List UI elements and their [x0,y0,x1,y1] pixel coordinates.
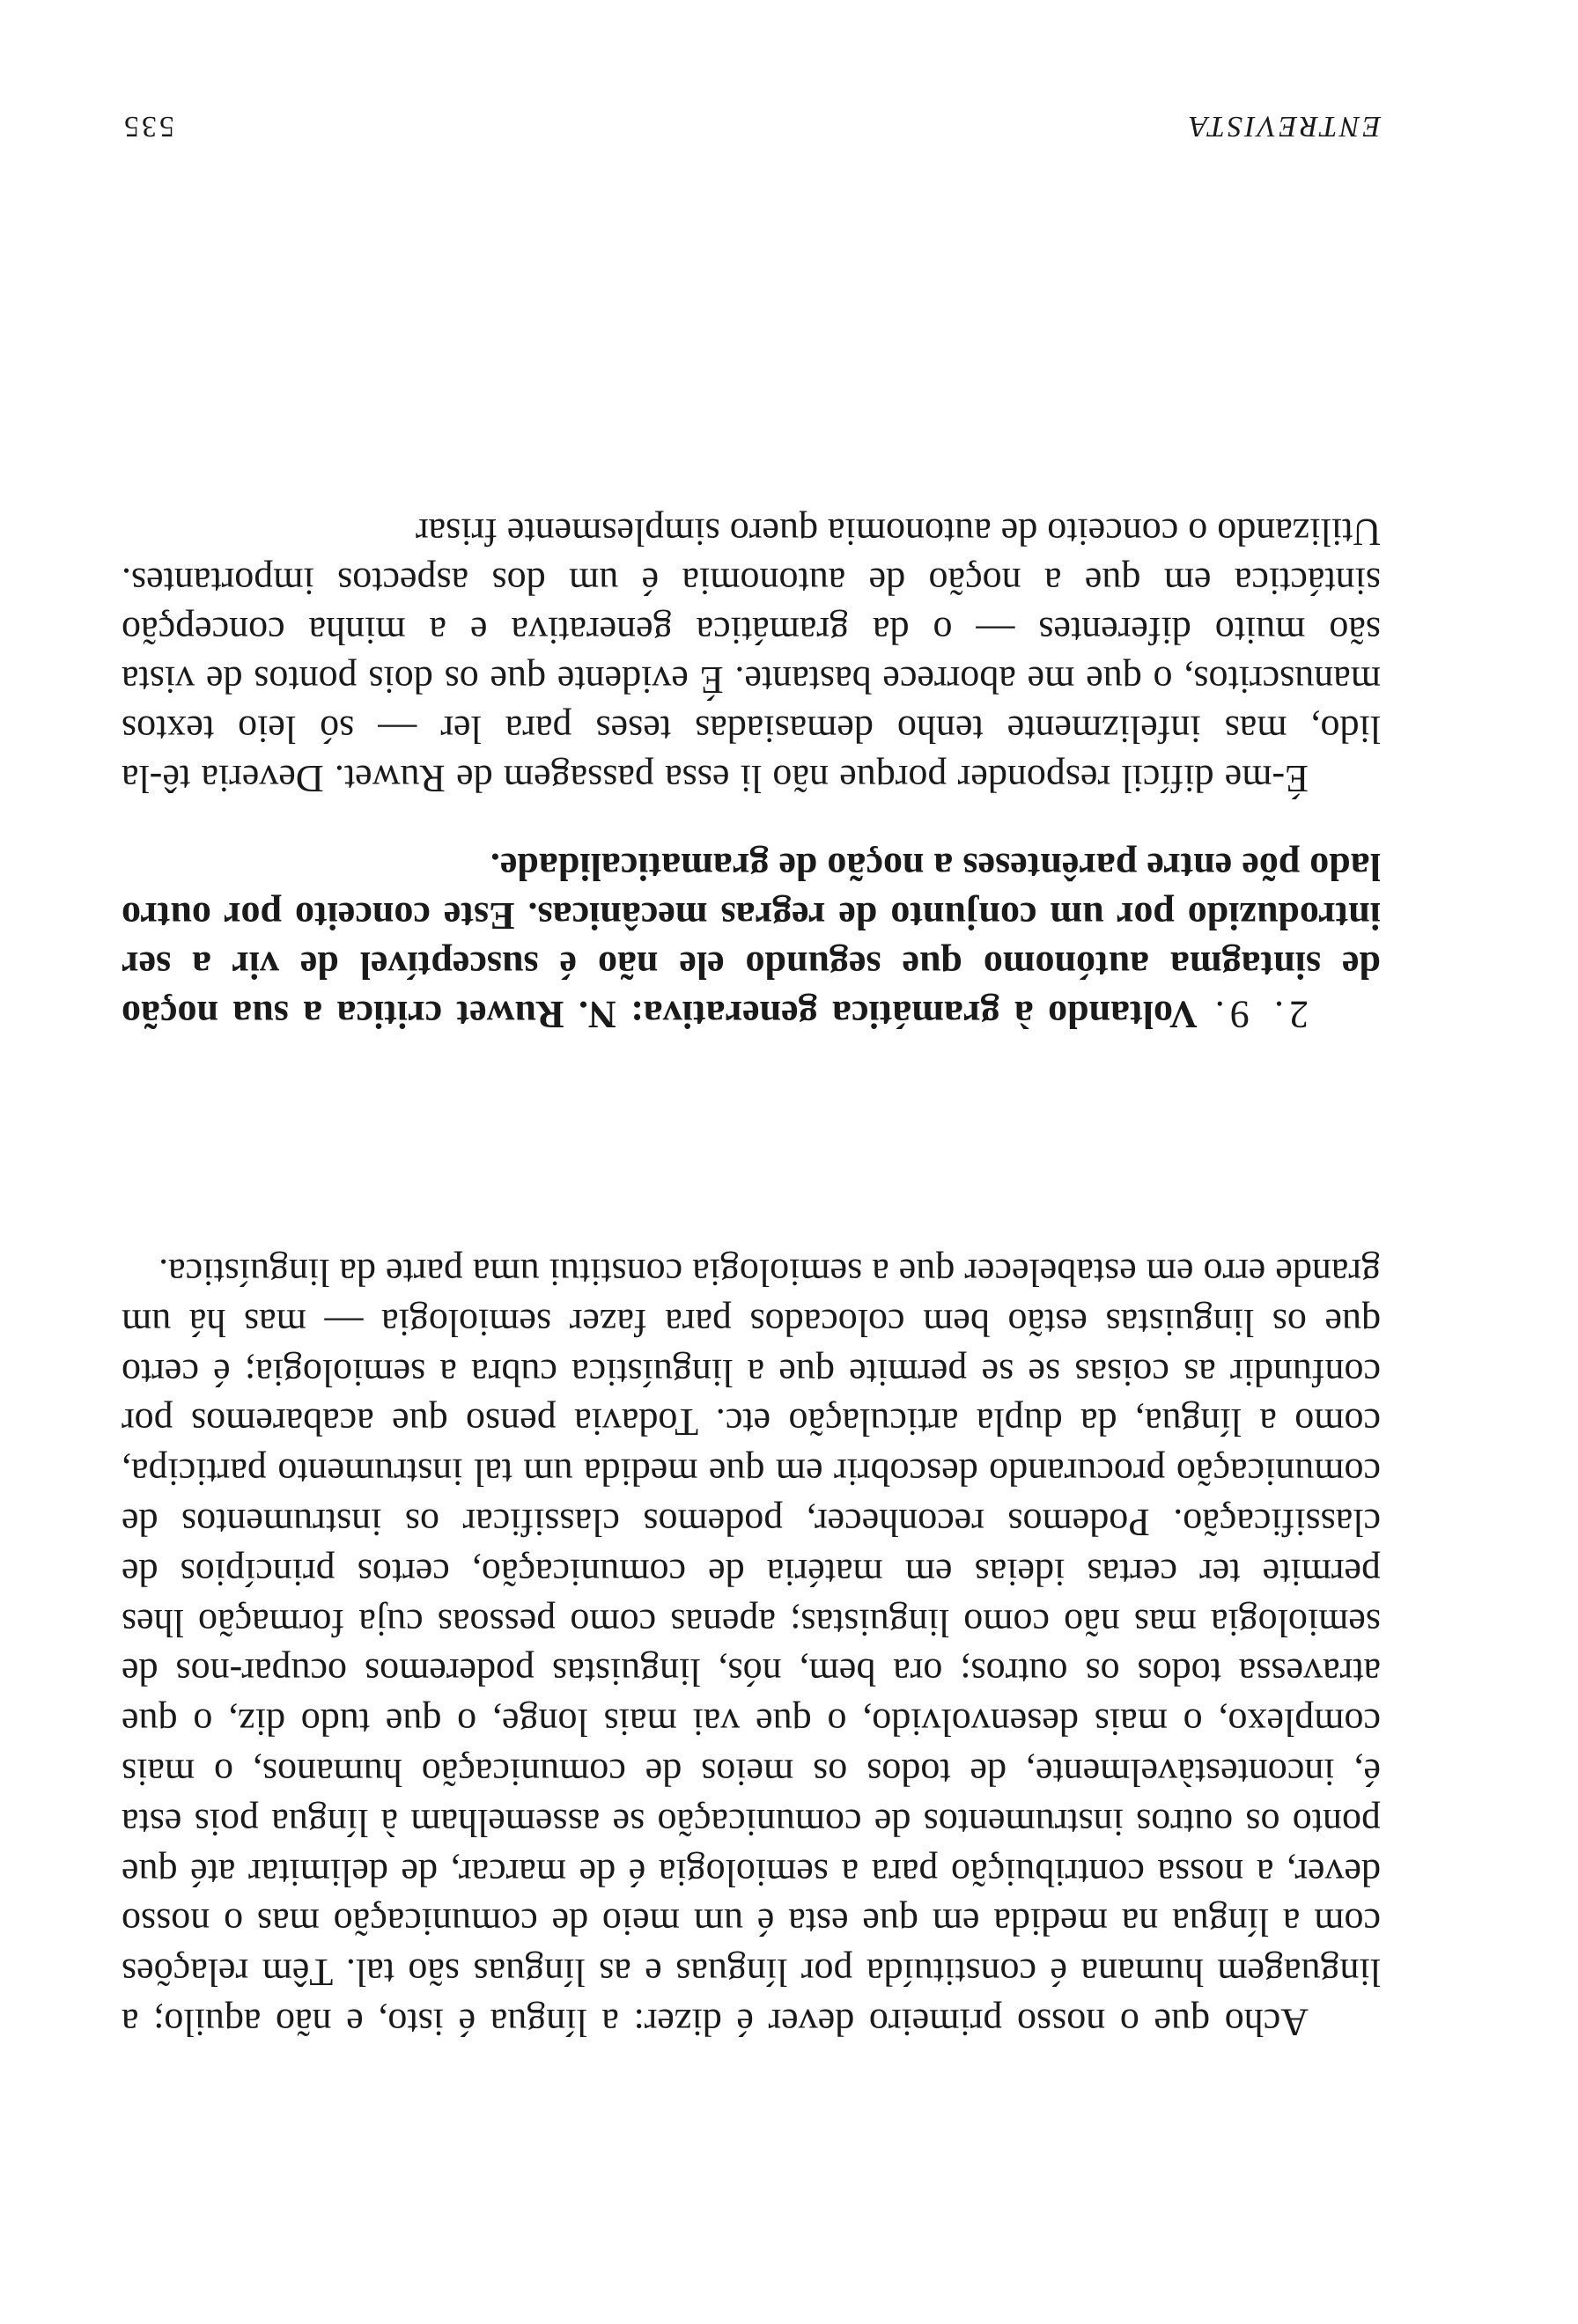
body-text-bottom [122,507,1381,1039]
running-head [122,90,1381,143]
section-question [122,842,1381,1039]
body-text-top [122,1247,1381,2047]
section-number: 2. 9. [1209,993,1309,1036]
page-number: 535 [122,110,174,143]
section-heading-text: Voltando à gramática generativa: N. Ruwet critica a sua noção de sintagma autónomo que segundo ele não é susceptível de vir a ser introduzido por um conjunto de regras mecânicas. Este conceito por outro lado põe entre parênteses a noção de gramaticalidade. [121,845,1381,1036]
answer-paragraph-semiology: Acho que o nosso primeiro dever é dizer: a língua é isto, e não aquilo; a linguagem humana é constituída por línguas e as línguas são tal. Têm relações com a língua na medida em que esta é um meio de comunicação mas o nosso dever, a nossa contribuição para a semiologia é de marcar, de delimitar até que ponto os outros instrumentos de comunicação se assemelham à língua pois esta é, incontestàvelmente, de todos os meios de comunicação humanos, o mais complexo, o mais desenvolvido, o que vai mais longe, o que tudo diz, o que atravessa todos os outros; ora bem, nós, linguistas poderemos ocupar-nos de semiologia mas não como linguistas; apenas como pessoas cuja formação lhes permite ter certas ideias em matéria de comunicação, certos princípios de classificação. Podemos reconhecer, podemos classificar os instrumentos de comunicação procurando descobrir em que medida um tal instrumento participa, como a língua, da dupla articulação etc. Todavia penso que acabaremos por confundir as coisas se se permite que a linguística cubra a semiologia; é certo que os linguistas estão bem colocados para fazer semiologia — mas há um grande erro em estabelecer que a semiologia constitui uma parte da linguística. [122,1251,1381,2044]
running-head-title: ENTREVISTA [1186,110,1381,143]
answer-paragraph-ruwet: É-me difícil responder porque não li essa passagem de Ruwet. Deveria tê-la lido, mas infelizmente tenho demasiadas teses para ler — só leio textos manuscritos, o que me aborrece bastante. É evidente que os dois pontos de vista são muito diferentes — o da gramática generativa e a minha concepção sintáctica em que a noção de autonomia é um dos aspectos importantes. Utilizando o conceito de autonomia quero simplesmente frisar [122,511,1381,800]
